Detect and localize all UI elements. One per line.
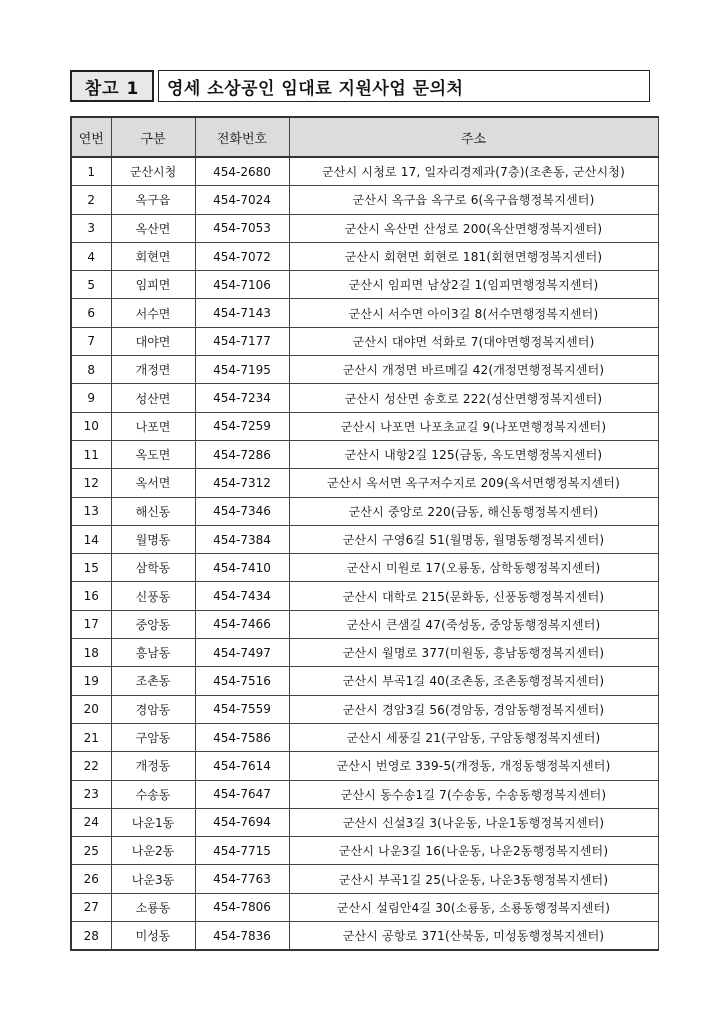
row-phone: 454-7497 [195,639,289,667]
row-category: 나운1동 [111,808,195,836]
row-phone: 454-7053 [195,214,289,242]
table-row [71,723,658,751]
page-title: 영세 소상공인 임대료 지원사업 문의처 [158,70,650,102]
row-category: 임피면 [111,271,195,299]
row-category: 회현면 [111,242,195,270]
row-address: 군산시 서수면 아이3길 8(서수면행정복지센터) [289,299,658,327]
row-category: 나운3동 [111,865,195,893]
row-phone: 454-7836 [195,922,289,951]
row-address: 군산시 부곡1길 40(조촌동, 조촌동행정복지센터) [289,667,658,695]
row-address: 군산시 신설3길 3(나운동, 나운1동행정복지센터) [289,808,658,836]
row-phone: 454-7434 [195,582,289,610]
table-row [71,440,658,468]
row-phone: 454-7559 [195,695,289,723]
row-address: 군산시 임피면 남상2길 1(임피면행정복지센터) [289,271,658,299]
row-number: 27 [71,893,111,921]
row-phone: 454-7466 [195,610,289,638]
row-phone: 454-7259 [195,412,289,440]
row-category: 개정동 [111,752,195,780]
row-number: 28 [71,922,111,951]
row-number: 7 [71,327,111,355]
row-phone: 454-7024 [195,186,289,214]
table-row [71,837,658,865]
row-category: 개정면 [111,356,195,384]
row-number: 1 [71,157,111,186]
row-address: 군산시 번영로 339-5(개정동, 개정동행정복지센터) [289,752,658,780]
table-row [71,271,658,299]
row-address: 군산시 대학로 215(문화동, 신풍동행정복지센터) [289,582,658,610]
row-category: 중앙동 [111,610,195,638]
row-category: 삼학동 [111,554,195,582]
row-number: 11 [71,440,111,468]
row-address: 군산시 월명로 377(미원동, 흥남동행정복지센터) [289,639,658,667]
header-number: 연번 [71,117,111,157]
table-row [71,327,658,355]
row-category: 미성동 [111,922,195,951]
row-number: 16 [71,582,111,610]
row-phone: 454-7694 [195,808,289,836]
row-address: 군산시 미원로 17(오룡동, 삼학동행정복지센터) [289,554,658,582]
row-phone: 454-7586 [195,723,289,751]
contact-table [70,116,659,951]
row-phone: 454-7614 [195,752,289,780]
row-address: 군산시 나포면 나포초교길 9(나포면행정복지센터) [289,412,658,440]
row-phone: 454-7763 [195,865,289,893]
row-phone: 454-7516 [195,667,289,695]
row-number: 14 [71,525,111,553]
row-address: 군산시 개정면 바르메길 42(개정면행정복지센터) [289,356,658,384]
row-category: 옥서면 [111,469,195,497]
table-header-row [71,117,658,157]
row-phone: 454-7346 [195,497,289,525]
table-row [71,299,658,327]
row-number: 17 [71,610,111,638]
row-address: 군산시 큰샘길 47(죽성동, 중앙동행정복지센터) [289,610,658,638]
row-phone: 454-7384 [195,525,289,553]
row-phone: 454-7072 [195,242,289,270]
reference-tag: 참고 1 [70,70,154,102]
row-phone: 454-7177 [195,327,289,355]
header-address: 주소 [289,117,658,157]
row-number: 19 [71,667,111,695]
table-row [71,667,658,695]
table-row [71,157,658,186]
table-row [71,610,658,638]
header-category: 구분 [111,117,195,157]
row-number: 13 [71,497,111,525]
row-category: 성산면 [111,384,195,412]
table-row [71,695,658,723]
row-category: 나포면 [111,412,195,440]
table-row [71,356,658,384]
table-row [71,242,658,270]
row-number: 3 [71,214,111,242]
row-phone: 454-7234 [195,384,289,412]
table-row [71,497,658,525]
row-phone: 454-7106 [195,271,289,299]
row-number: 6 [71,299,111,327]
table-body [71,157,658,950]
row-address: 군산시 세풍길 21(구암동, 구암동행정복지센터) [289,723,658,751]
row-address: 군산시 나운3길 16(나운동, 나운2동행정복지센터) [289,837,658,865]
table-row [71,893,658,921]
table-row [71,214,658,242]
row-address: 군산시 내항2길 125(금동, 옥도면행정복지센터) [289,440,658,468]
row-number: 15 [71,554,111,582]
row-address: 군산시 동수송1길 7(수송동, 수송동행정복지센터) [289,780,658,808]
row-phone: 454-7647 [195,780,289,808]
row-number: 22 [71,752,111,780]
row-phone: 454-7715 [195,837,289,865]
row-address: 군산시 옥산면 산성로 200(옥산면행정복지센터) [289,214,658,242]
row-number: 25 [71,837,111,865]
table-row [71,922,658,951]
row-number: 26 [71,865,111,893]
row-category: 조촌동 [111,667,195,695]
table-row [71,639,658,667]
row-phone: 454-7410 [195,554,289,582]
row-category: 구암동 [111,723,195,751]
table-row [71,780,658,808]
table-row [71,582,658,610]
row-number: 18 [71,639,111,667]
row-number: 21 [71,723,111,751]
row-category: 소룡동 [111,893,195,921]
row-phone: 454-7143 [195,299,289,327]
row-category: 흥남동 [111,639,195,667]
table-row [71,525,658,553]
table-row [71,469,658,497]
row-category: 신풍동 [111,582,195,610]
row-number: 5 [71,271,111,299]
row-category: 서수면 [111,299,195,327]
row-category: 월명동 [111,525,195,553]
row-number: 24 [71,808,111,836]
row-category: 군산시청 [111,157,195,186]
row-number: 2 [71,186,111,214]
table-row [71,752,658,780]
row-address: 군산시 대야면 석화로 7(대야면행정복지센터) [289,327,658,355]
row-address: 군산시 옥구읍 옥구로 6(옥구읍행정복지센터) [289,186,658,214]
row-category: 옥산면 [111,214,195,242]
row-address: 군산시 중앙로 220(금동, 해신동행정복지센터) [289,497,658,525]
row-number: 23 [71,780,111,808]
row-address: 군산시 구영6길 51(월명동, 월명동행정복지센터) [289,525,658,553]
row-category: 나운2동 [111,837,195,865]
row-category: 수송동 [111,780,195,808]
row-number: 20 [71,695,111,723]
row-address: 군산시 공항로 371(산북동, 미성동행정복지센터) [289,922,658,951]
row-address: 군산시 부곡1길 25(나운동, 나운3동행정복지센터) [289,865,658,893]
row-address: 군산시 회현면 회현로 181(회현면행정복지센터) [289,242,658,270]
row-phone: 454-2680 [195,157,289,186]
row-category: 옥도면 [111,440,195,468]
row-category: 경암동 [111,695,195,723]
row-address: 군산시 옥서면 옥구저수지로 209(옥서면행정복지센터) [289,469,658,497]
header-phone: 전화번호 [195,117,289,157]
row-address: 군산시 시청로 17, 일자리경제과(7층)(조촌동, 군산시청) [289,157,658,186]
row-number: 12 [71,469,111,497]
row-phone: 454-7312 [195,469,289,497]
row-number: 8 [71,356,111,384]
table-row [71,808,658,836]
row-phone: 454-7806 [195,893,289,921]
table-row [71,865,658,893]
row-number: 9 [71,384,111,412]
row-address: 군산시 설림안4길 30(소룡동, 소룡동행정복지센터) [289,893,658,921]
table-row [71,412,658,440]
row-category: 대야면 [111,327,195,355]
table-row [71,554,658,582]
row-address: 군산시 성산면 송호로 222(성산면행정복지센터) [289,384,658,412]
row-number: 4 [71,242,111,270]
row-phone: 454-7286 [195,440,289,468]
table-row [71,384,658,412]
row-number: 10 [71,412,111,440]
row-category: 옥구읍 [111,186,195,214]
row-address: 군산시 경암3길 56(경암동, 경암동행정복지센터) [289,695,658,723]
table-row [71,186,658,214]
row-phone: 454-7195 [195,356,289,384]
row-category: 해신동 [111,497,195,525]
